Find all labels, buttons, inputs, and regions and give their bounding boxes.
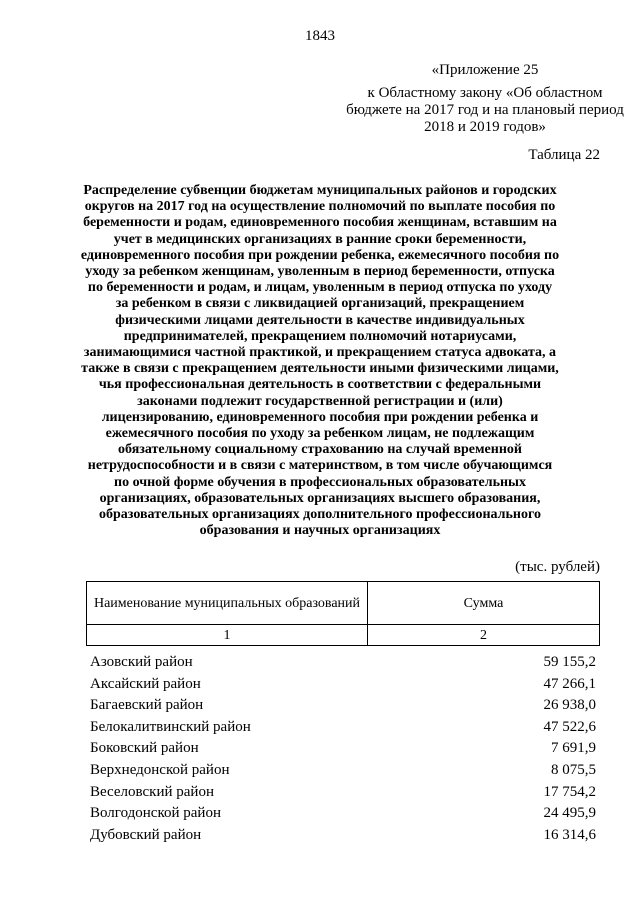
table-row bbox=[90, 717, 596, 739]
row-value: 16 314,6 bbox=[543, 826, 596, 843]
table-body bbox=[90, 652, 596, 846]
row-value: 17 754,2 bbox=[543, 783, 596, 800]
row-name: Волгодонской район bbox=[90, 805, 221, 822]
table-column-numbers-row bbox=[87, 625, 600, 646]
row-name: Аксайский район bbox=[90, 675, 201, 692]
table-header bbox=[86, 581, 600, 646]
table-row bbox=[90, 738, 596, 760]
row-value: 8 075,5 bbox=[551, 761, 596, 778]
row-value: 47 266,1 bbox=[543, 675, 596, 692]
table-row bbox=[90, 652, 596, 674]
table-row bbox=[90, 695, 596, 717]
row-name: Белокалитвинский район bbox=[90, 718, 251, 735]
row-name: Боковский район bbox=[90, 740, 199, 757]
row-value: 7 691,9 bbox=[551, 740, 596, 757]
column-number-1: 1 bbox=[87, 625, 368, 646]
row-name: Веселовский район bbox=[90, 783, 214, 800]
table-row bbox=[90, 674, 596, 696]
annex-header bbox=[340, 62, 630, 136]
row-name: Дубовский район bbox=[90, 826, 202, 843]
table-label: Таблица 22 bbox=[528, 147, 600, 163]
units-label: (тыс. рублей) bbox=[515, 559, 600, 575]
table-row bbox=[90, 760, 596, 782]
column-number-2: 2 bbox=[368, 625, 600, 646]
annex-title: «Приложение 25 bbox=[431, 62, 539, 78]
annex-law-reference: к Областному закону «Об областном бюджете на 2017 год и на плановый период 2018 и 2019 годов» bbox=[346, 85, 624, 135]
row-name: Багаевский район bbox=[90, 697, 204, 714]
row-value: 24 495,9 bbox=[543, 805, 596, 822]
table-header-row bbox=[87, 582, 600, 625]
table-row bbox=[90, 782, 596, 804]
table-row bbox=[90, 825, 596, 847]
table-row bbox=[90, 803, 596, 825]
row-value: 26 938,0 bbox=[543, 697, 596, 714]
header-municipality: Наименование муниципальных образований bbox=[87, 582, 368, 625]
row-name: Верхнедонской район bbox=[90, 761, 230, 778]
row-value: 47 522,6 bbox=[543, 718, 596, 735]
header-amount: Сумма bbox=[368, 582, 600, 625]
document-title: Распределение субвенции бюджетам муниципальных районов и городских округов на 2017 год на осуществление полномочий по выплате пособия по беременности и родам, единовременного пособия женщинам, вставшим на учет в медицинских организациях в ранние сроки беременности, единовременного пособия при рождении ребенка, ежемесячного пособия по уходу за ребенком женщинам, уволенным в период беременности, отпуска по беременности и родам, и лицам, уволенным в период отпуска по уходу за ребенком в связи с ликвидацией организаций, прекращением физическими лицами деятельности в качестве индивидуальных предпринимателей, прекращением полномочий нотариусами, занимающимися частной практикой, и прекращением статуса адвоката, а также в связи с прекращением деятельности иными физическими лицами, чья профессиональная деятельность в соответствии с федеральными законами подлежит государственной регистрации и (или) лицензированию, единовременного пособия при рождении ребенка и ежемесячного пособия по уходу за ребенком лицам, не подлежащим обязательному социальному страхованию на случай временной нетрудоспособности и в связи с материнством, в том числе обучающимся по очной форме обучения в профессиональных образовательных организациях, образовательных организациях высшего образования, образовательных организациях дополнительного профессионального образования и научных организациях bbox=[80, 183, 560, 539]
page-number: 1843 bbox=[305, 28, 335, 44]
row-name: Азовский район bbox=[90, 654, 193, 670]
row-value: 59 155,2 bbox=[543, 654, 596, 670]
